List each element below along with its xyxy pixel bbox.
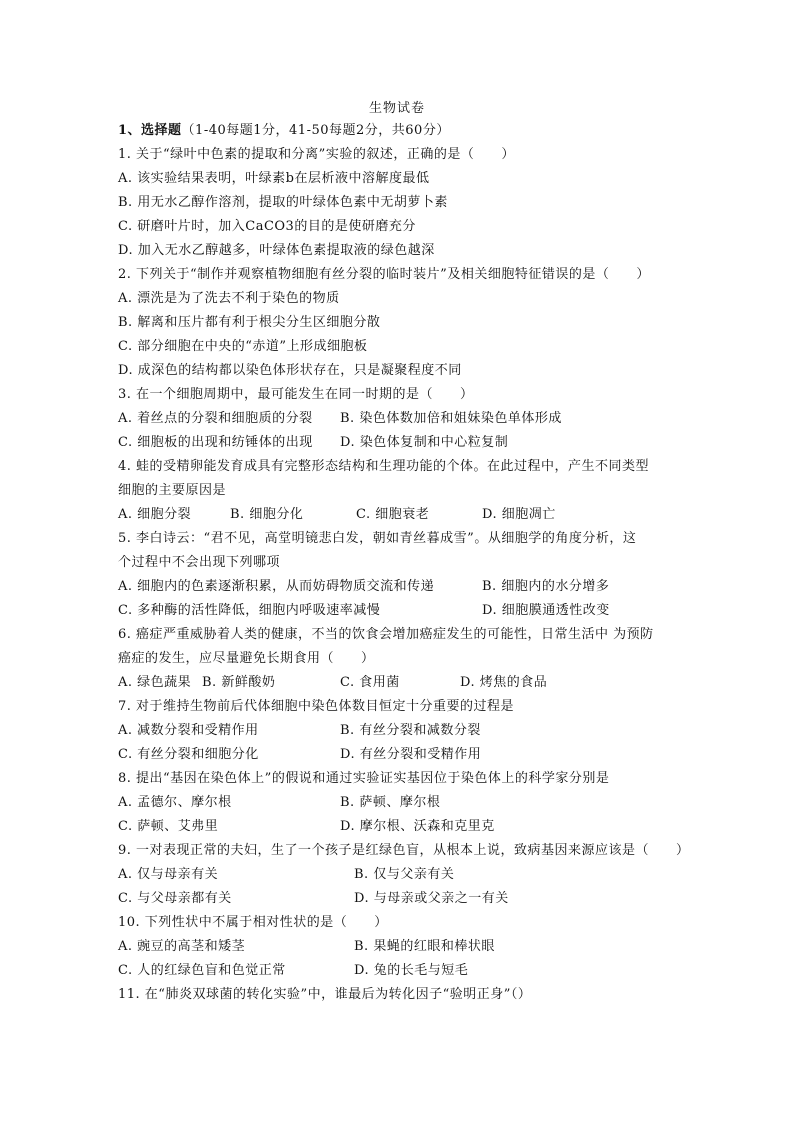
q3-option-b: B. 染色体数加倍和姐妹染色单体形成 (340, 411, 562, 426)
q11-stem: 11. 在“肺炎双球菌的转化实验”中，谁最后为转化因子“验明正身”（） (118, 987, 532, 1002)
q4-option-b: B. 细胞分化 (230, 507, 304, 522)
q5-option-d: D. 细胞膜通透性改变 (482, 603, 610, 618)
q7-option-c: C. 有丝分裂和细胞分化 (118, 747, 259, 762)
q2-stem: 2. 下列关于“制作并观察植物细胞有丝分裂的临时装片”及相关细胞特征错误的是（ ） (118, 267, 650, 282)
q9-option-d: D. 与母亲或父亲之一有关 (354, 891, 509, 906)
q6-option-d: D. 烤焦的食品 (460, 675, 548, 690)
q4-option-d: D. 细胞凋亡 (482, 507, 556, 522)
q1-option-a: A. 该实验结果表明，叶绿素b在层析液中溶解度最低 (118, 171, 430, 186)
q7-stem: 7. 对于维持生物前后代体细胞中染色体数目恒定十分重要的过程是 (118, 699, 515, 714)
q6-stem-2: 癌症的发生，应尽量避免长期食用（ ） (118, 651, 375, 666)
q1-option-b: B. 用无水乙醇作溶剂，提取的叶绿体色素中无胡萝卜素 (118, 195, 448, 210)
q5-options-row-2 (118, 602, 610, 620)
q6-option-c: C. 食用菌 (340, 675, 400, 690)
q1-option-c: C. 研磨叶片时，加入CaCO3的目的是使研磨充分 (118, 219, 416, 234)
q4-options-row (118, 506, 556, 524)
q9-options-row-1 (118, 866, 454, 884)
q5-stem-2: 个过程中不会出现下列哪项 (118, 555, 281, 570)
q7-option-d: D. 有丝分裂和受精作用 (340, 747, 482, 762)
q8-option-c: C. 萨顿、艾弗里 (118, 819, 219, 834)
q5-option-b: B. 细胞内的水分增多 (482, 579, 610, 594)
q4-option-a: A. 细胞分裂 (118, 507, 192, 522)
q8-option-a: A. 孟德尔、摩尔根 (118, 795, 232, 810)
q9-stem: 9. 一对表现正常的夫妇，生了一个孩子是红绿色盲，从根本上说，致病基因来源应该是（ ） (118, 843, 690, 858)
q8-option-b: B. 萨顿、摩尔根 (340, 795, 441, 810)
q6-option-b: B. 新鲜酸奶 (202, 675, 276, 690)
q4-stem-1: 4. 蛙的受精卵能发育成具有完整形态结构和生理功能的个体。在此过程中，产生不同类型 (118, 459, 650, 474)
q2-option-c: C. 部分细胞在中央的“赤道”上形成细胞板 (118, 339, 368, 354)
q10-option-b: B. 果蝇的红眼和棒状眼 (354, 939, 495, 954)
section-scoring: （1-40每题1分，41-50每题2分，共60分） (181, 123, 450, 138)
q2-option-b: B. 解离和压片都有利于根尖分生区细胞分散 (118, 315, 381, 330)
q7-options-row-2 (118, 746, 481, 764)
q3-options-row-1 (118, 410, 562, 428)
q7-option-b: B. 有丝分裂和减数分裂 (340, 723, 481, 738)
q8-options-row-2 (118, 818, 495, 836)
q9-options-row-2 (118, 890, 509, 908)
q6-option-a: A. 绿色蔬果 (118, 675, 192, 690)
q8-options-row-1 (118, 794, 440, 812)
q6-options-row (118, 674, 547, 692)
section-header (118, 122, 450, 140)
q5-option-c: C. 多种酶的活性降低，细胞内呼吸速率减慢 (118, 603, 381, 618)
q5-stem-1: 5. 李白诗云：“君不见，高堂明镜悲白发，朝如青丝暮成雪”。从细胞学的角度分析，这 (118, 531, 637, 546)
q5-option-a: A. 细胞内的色素逐渐积累，从而妨碍物质交流和传递 (118, 579, 435, 594)
q9-option-c: C. 与父母亲都有关 (118, 891, 232, 906)
q1-stem: 1. 关于“绿叶中色素的提取和分离”实验的叙述，正确的是（ ） (118, 147, 515, 162)
q3-option-d: D. 染色体复制和中心粒复制 (340, 435, 509, 450)
q10-option-d: D. 兔的长毛与短毛 (354, 963, 469, 978)
q10-option-a: A. 豌豆的高茎和矮茎 (118, 939, 246, 954)
q2-option-d: D. 成深色的结构都以染色体形状存在，只是凝聚程度不同 (118, 363, 462, 378)
q7-options-row-1 (118, 722, 481, 740)
page-title: 生物试卷 (368, 101, 425, 116)
section-heading: 1、选择题 (118, 123, 182, 138)
q6-stem-1: 6. 癌症严重威胁着人类的健康，不当的饮食会增加癌症发生的可能性，日常生活中 为预防 (118, 627, 654, 642)
q9-option-a: A. 仅与母亲有关 (118, 867, 219, 882)
q5-options-row-1 (118, 578, 609, 596)
q2-option-a: A. 漂洗是为了洗去不利于染色的物质 (118, 291, 340, 306)
q9-option-b: B. 仅与父亲有关 (354, 867, 455, 882)
q4-stem-2: 细胞的主要原因是 (118, 483, 227, 498)
q8-stem: 8. 提出“基因在染色体上”的假说和通过实验证实基因位于染色体上的科学家分别是 (118, 771, 610, 786)
q3-option-a: A. 着丝点的分裂和细胞质的分裂 (118, 411, 313, 426)
q3-stem: 3. 在一个细胞周期中，最可能发生在同一时期的是（ ） (118, 387, 474, 402)
q3-options-row-2 (118, 434, 508, 452)
q4-option-c: C. 细胞衰老 (356, 507, 430, 522)
q1-option-d: D. 加入无水乙醇越多，叶绿体色素提取液的绿色越深 (118, 243, 435, 258)
q3-option-c: C. 细胞板的出现和纺锤体的出现 (118, 435, 313, 450)
q8-option-d: D. 摩尔根、沃森和克里克 (340, 819, 495, 834)
q10-stem: 10. 下列性状中不属于相对性状的是（ ） (118, 915, 388, 930)
q10-option-c: C. 人的红绿色盲和色觉正常 (118, 963, 286, 978)
q7-option-a: A. 减数分裂和受精作用 (118, 723, 259, 738)
q10-options-row-1 (118, 938, 495, 956)
q10-options-row-2 (118, 962, 468, 980)
